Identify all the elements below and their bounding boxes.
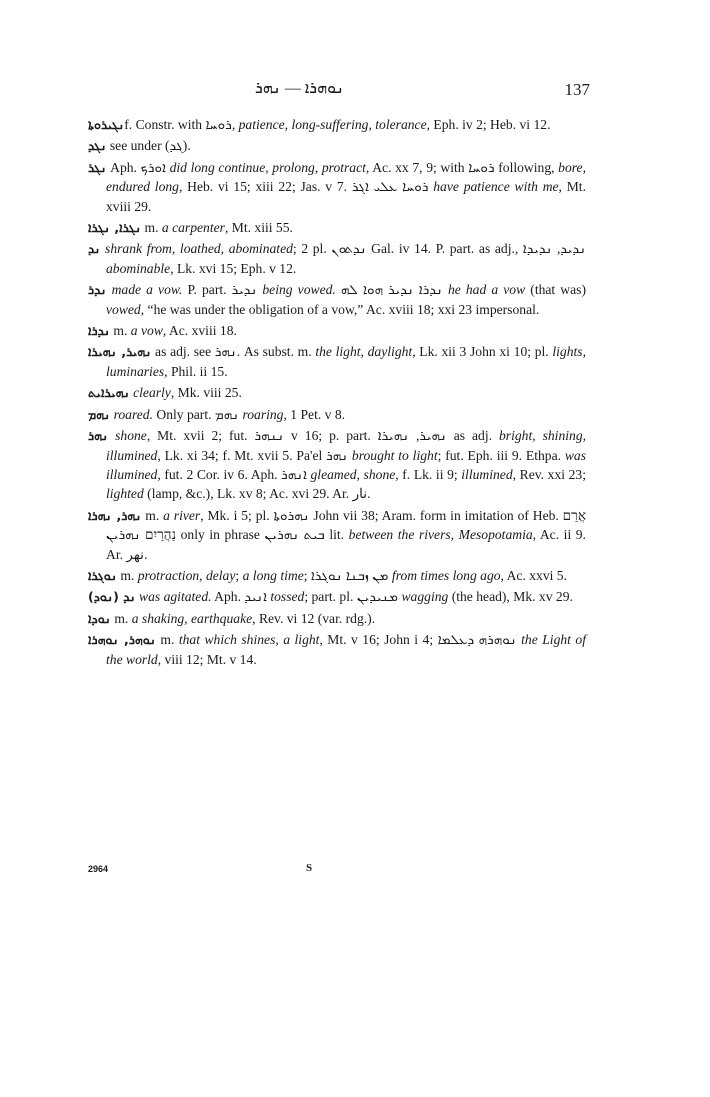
- entry-gloss: a shaking, earthquake: [131, 610, 253, 626]
- entry-gloss: have patience with me: [428, 179, 559, 195]
- entry-text: as adj. see ܢܗܪ. As subst. m.: [151, 344, 316, 360]
- entry-text: , Mt. v 16; John i 4; ܢܘܗܪܗ ܕܥܠܡܐ: [319, 632, 522, 648]
- entry-gloss: a vow: [130, 323, 163, 339]
- entry-gloss: did long continue, prolong, protract: [169, 159, 366, 175]
- entry-text: m.: [116, 567, 138, 583]
- entry-text: , Mt. xiii 55.: [224, 220, 293, 236]
- entry-gloss: roaring: [242, 406, 284, 422]
- entry-text: ; ܡܢ ܙܒܢܐ ܢܘܓܪܐ: [303, 567, 392, 583]
- entry-gloss: a carpenter: [161, 220, 225, 236]
- entry-text: m.: [110, 323, 131, 339]
- entry-gloss: a river: [163, 507, 201, 523]
- entry-gloss: was illumined: [106, 447, 586, 482]
- entry-gloss: a long time: [242, 567, 304, 583]
- dictionary-entry: [88, 158, 586, 216]
- entry-headword: ܢܗܪ: [88, 428, 109, 444]
- entry-text: , Lk. xi 34; f. Mt. xvii 5. Pa'el ܢܗܪ: [157, 447, 352, 463]
- entry-text: P. part. ܢܕܝܪ: [182, 282, 263, 298]
- dictionary-entry: [88, 218, 586, 237]
- entry-headword: ܢܗܡ: [88, 406, 111, 422]
- entry-headword: ܢܓܝܪܘܬܐ: [88, 117, 125, 132]
- dictionary-entry: [88, 321, 586, 340]
- entry-headword: ܢܗܝܪܐܝܬ: [88, 385, 130, 401]
- entry-text: Aph. ܐܢܝܕ: [211, 589, 271, 605]
- entry-gloss: , patience, long-suffering, tolerance: [231, 117, 427, 132]
- running-head: [0, 78, 710, 104]
- dictionary-entry: [88, 115, 586, 134]
- entry-gloss: between the rivers, Mesopotamia: [348, 527, 533, 543]
- entry-gloss: roared.: [110, 406, 153, 422]
- entry-headword: ܢܓܪܐ, ܢܓܪܐ: [88, 220, 142, 236]
- dictionary-entry: [88, 506, 586, 564]
- entry-gloss: shone: [108, 428, 147, 444]
- entry-text: , Ac. xxvi 5.: [500, 567, 568, 583]
- entry-text: , Mt. xviii 29.: [106, 179, 586, 214]
- entry-gloss: the light, daylight: [315, 344, 413, 360]
- entry-headword: ܢܗܝܪ, ܢܗܝܪܐ: [88, 344, 152, 360]
- entry-gloss: from times long ago: [391, 567, 501, 583]
- entry-text: Only part. ܢܗܡ: [152, 406, 243, 422]
- entry-gloss: made a vow.: [106, 282, 183, 298]
- entry-text: ܪܘܚܐ: [468, 159, 495, 175]
- page-number: 137: [564, 80, 590, 99]
- entry-headword: ܢܕܪ: [88, 282, 107, 298]
- dictionary-entry: [88, 383, 586, 402]
- entry-text: Aph. ܐܘܪܟ: [106, 159, 170, 175]
- entry-gloss: bright, shining, illumined: [106, 428, 587, 463]
- entry-text: , 1 Pet. v 8.: [283, 406, 346, 422]
- entry-text: following,: [494, 159, 559, 175]
- entry-text: ܪܘܚܐ: [205, 117, 232, 132]
- entry-text: ;: [235, 567, 243, 583]
- entry-text: , Heb. vi 15; xiii 22; Jas. v 7.: [178, 179, 352, 195]
- entry-text: ܢܕܪܐ ܢܕܝܪ ܗܘܐ ܠܗ: [335, 282, 448, 298]
- entry-text: , Ac. xx 7, 9; with: [365, 159, 469, 175]
- entry-text: m.: [141, 220, 162, 236]
- entry-text: , f. Lk. ii 9;: [395, 466, 462, 482]
- entry-text: , Lk. xii 3 John xi 10; pl.: [412, 344, 553, 360]
- entry-text: , Rev. xxi 23;: [512, 466, 586, 482]
- entry-gloss: he had a vow: [447, 282, 526, 298]
- entry-gloss: lighted: [106, 486, 144, 502]
- dictionary-entry: [88, 342, 586, 381]
- entry-text: m.: [110, 610, 132, 626]
- entry-gloss: vowed: [106, 301, 141, 317]
- entry-text: , Lk. xvi 15; Eph. v 12.: [170, 260, 297, 276]
- dictionary-entry: [88, 280, 586, 319]
- entry-gloss: gleamed, shone: [310, 466, 396, 482]
- running-title: ܢܘܗܪܐ — ܢܗܪ: [255, 80, 345, 97]
- entry-headword: ܢܓܕ: [88, 138, 107, 154]
- entry-text: , Mk. i 5; pl. ܢܗܪܘܬܐ John vii 38; Aram. form in imitation of Heb. אֲרַם נַהֲרַיִם ܢܗܪܝܢ only in phrase ܒܝܬ ܢܗܪܝܢ lit.: [106, 507, 586, 543]
- entry-gloss: brought to light: [351, 447, 438, 463]
- printer-signature: 2964: [88, 864, 109, 874]
- dictionary-entry: [88, 566, 586, 585]
- entry-text: , Mk. viii 25.: [170, 385, 242, 401]
- entry-headword: ܢܘܓܪܐ: [88, 567, 117, 583]
- entry-text: ; 2 pl. ܢܕܬܘܢ Gal. iv 14. P. part. as adj., ܢܕܝܕ, ܢܕܝܕܐ: [292, 241, 586, 257]
- entry-text: see under (ܓܕ).: [106, 138, 191, 154]
- entry-text: m.: [141, 507, 164, 523]
- entry-headword: ܢܓܪ: [88, 159, 107, 175]
- dictionary-entry: [88, 426, 586, 504]
- entry-gloss: bore, endured long: [106, 159, 586, 195]
- dictionary-entry: [88, 136, 586, 155]
- entry-headword: (ܢܘܕ) ܢܕ: [88, 589, 136, 605]
- entry-text: f. Constr. with: [124, 117, 206, 132]
- entry-text: , Ac. xviii 18.: [162, 323, 237, 339]
- entry-gloss: being vowed.: [262, 282, 336, 298]
- entry-headword: ܢܗܪ, ܢܗܪܐ: [88, 507, 142, 523]
- entry-text: ; fut. Eph. iii 9. Ethpa.: [437, 447, 565, 463]
- entry-headword: ܢܕܪܐ: [88, 323, 111, 339]
- entry-gloss: tossed: [270, 589, 305, 605]
- entry-list: [88, 115, 586, 671]
- dictionary-entry: [88, 630, 586, 669]
- entry-text: , Ac. ii 9. Ar. نهر.: [106, 527, 586, 562]
- entry-gloss: shrank from, loathed, abominated: [100, 241, 293, 257]
- dictionary-entry: [88, 405, 586, 424]
- entry-text: (lamp, &c.), Lk. xv 8; Ac. xvi 29. Ar. نار.: [143, 486, 371, 502]
- entry-headword: ܢܘܕܐ: [88, 610, 111, 626]
- entry-headword: ܢܕ: [88, 241, 101, 257]
- entry-gloss: protraction, delay: [137, 567, 236, 583]
- entry-gloss: clearly: [129, 385, 171, 401]
- entry-text: , viii 12; Mt. v 14.: [157, 651, 257, 667]
- entry-text: ; part. pl. ܡܢܝܕܝܢ: [304, 589, 402, 605]
- entry-gloss: lights, luminaries: [106, 344, 586, 379]
- sheet-letter: S: [306, 862, 313, 874]
- entry-text: , Mt. xvii 2; fut. ܢܢܗܪ v 16; p. part. ܢܗܝܪ, ܢܗܝܪܐ as adj.: [146, 428, 499, 444]
- entry-text: , fut. 2 Cor. iv 6. Aph. ܐܢܗܪ: [157, 466, 311, 482]
- entry-gloss: the Light of the world: [106, 632, 586, 667]
- entry-text: m.: [155, 632, 179, 648]
- entry-text: ܪܘܚܐ ܥܠܝ ܐܓܪ: [351, 179, 429, 195]
- entry-gloss: illumined: [461, 466, 513, 482]
- entry-text: , Phil. ii 15.: [164, 363, 228, 379]
- entry-text: (the head), Mk. xv 29.: [448, 589, 573, 605]
- entry-text: , “he was under the obligation of a vow,” Ac. xviii 18; xxi 23 impersonal.: [140, 301, 540, 317]
- entry-gloss: that which shines, a light: [178, 632, 320, 648]
- entry-text: , Rev. vi 12 (var. rdg.).: [252, 610, 376, 626]
- entry-gloss: abominable: [106, 260, 171, 276]
- entry-headword: ܢܘܗܪ, ܢܘܗܪܐ: [88, 632, 156, 648]
- entry-gloss: wagging: [401, 589, 449, 605]
- dictionary-entry: [88, 609, 586, 628]
- entry-text: (that was): [525, 282, 586, 298]
- dictionary-entry: [88, 587, 586, 606]
- entry-text: , Eph. iv 2; Heb. vi 12.: [426, 117, 551, 132]
- dictionary-entry: [88, 239, 586, 278]
- entry-gloss: was agitated.: [135, 589, 212, 605]
